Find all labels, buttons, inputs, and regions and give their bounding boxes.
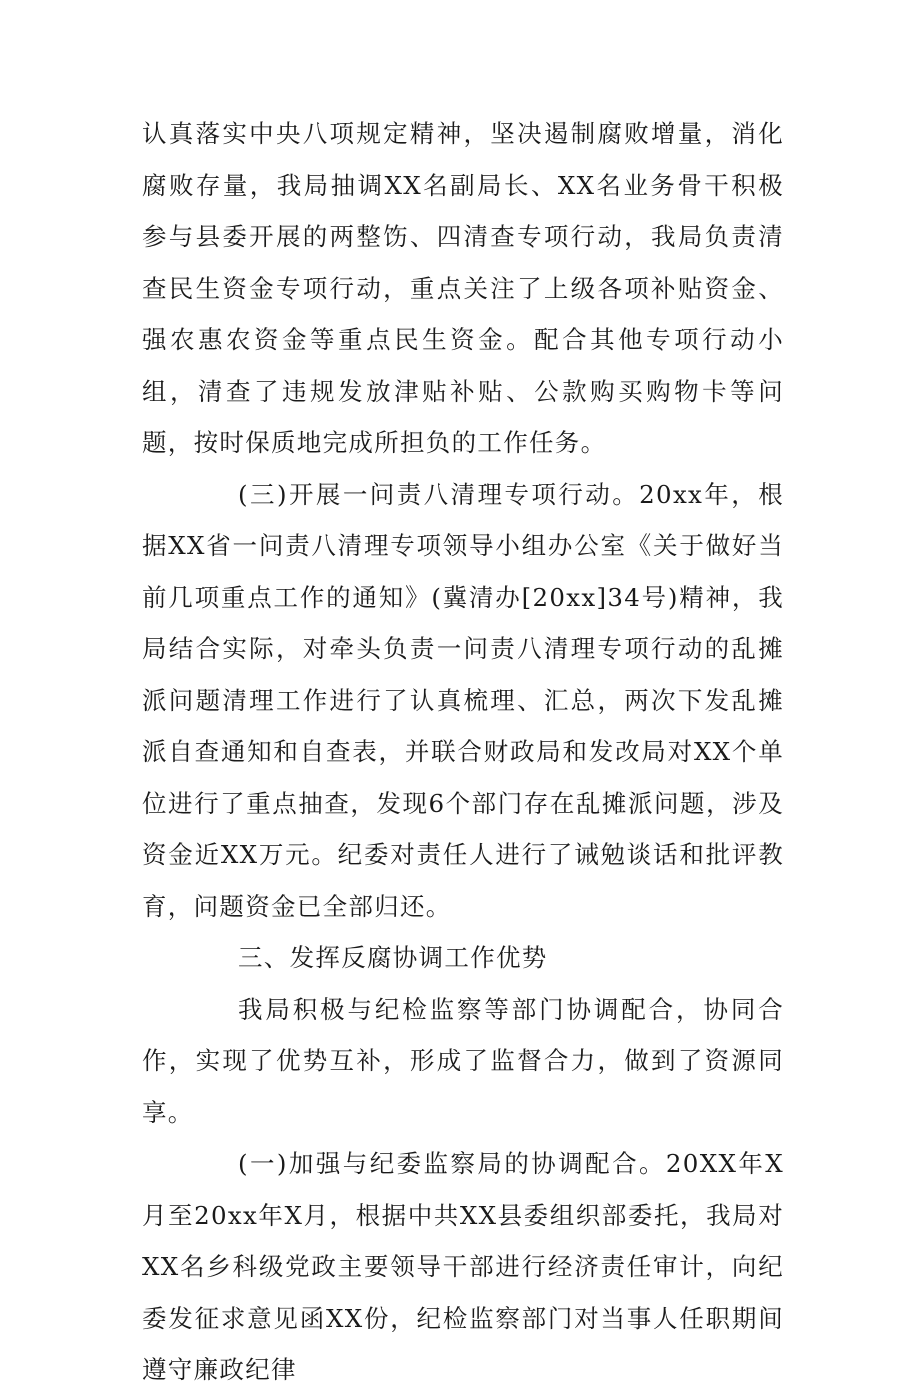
document-body	[142, 108, 784, 1396]
paragraph-section-three-one: (一)加强与纪委监察局的协调配合。20XX年X月至20xx年X月，根据中共XX县委组织部委托，我局对XX名乡科级党政主要领导干部进行经济责任审计，向纪委发征求意见函XX份，纪检监察部门对当事人任职期间遵守廉政纪律	[142, 1149, 784, 1384]
paragraph-continuation: 认真落实中央八项规定精神，坚决遏制腐败增量，消化腐败存量，我局抽调XX名副局长、XX名业务骨干积极参与县委开展的两整饬、四清查专项行动，我局负责清查民生资金专项行动，重点关注了上级各项补贴资金、强农惠农资金等重点民生资金。配合其他专项行动小组，清查了违规发放津贴补贴、公款购买购物卡等问题，按时保质地完成所担负的工作任务。	[142, 119, 784, 457]
section-heading-three: 三、发挥反腐协调工作优势	[238, 943, 548, 972]
paragraph-section-three-sub: (三)开展一问责八清理专项行动。20xx年，根据XX省一问责八清理专项领导小组办公室《关于做好当前几项重点工作的通知》(冀清办[20xx]34号)精神，我局结合实际，对牵头负责一问责八清理专项行动的乱摊派问题清理工作进行了认真梳理、汇总，两次下发乱摊派自查通知和自查表，并联合财政局和发改局对XX个单位进行了重点抽查，发现6个部门存在乱摊派问题，涉及资金近XX万元。纪委对责任人进行了诫勉谈话和批评教育，问题资金已全部归还。	[142, 479, 784, 921]
paragraph-section-three-intro: 我局积极与纪检监察等部门协调配合，协同合作，实现了优势互补，形成了监督合力，做到了资源同享。	[142, 994, 784, 1127]
